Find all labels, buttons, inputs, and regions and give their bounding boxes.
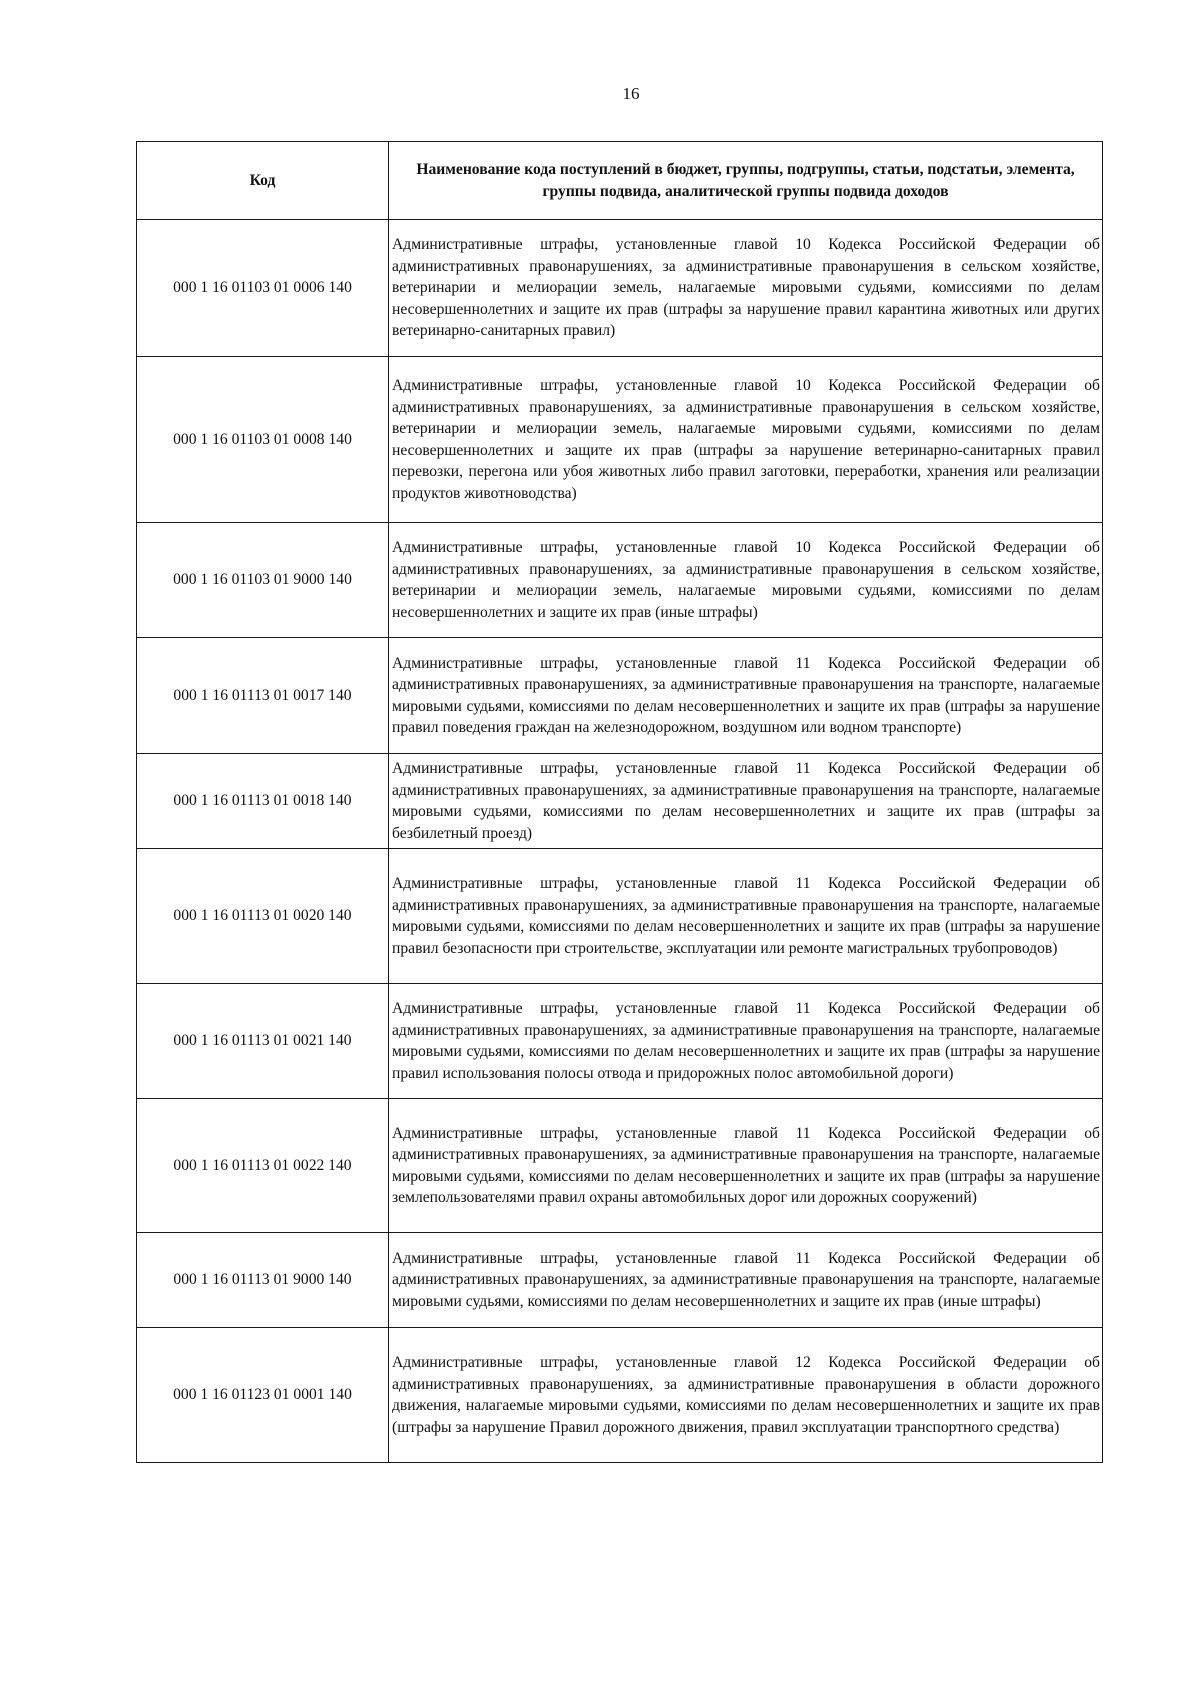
revenue-code: 000 1 16 01113 01 0021 140: [137, 984, 389, 1099]
table-header-row: [137, 142, 1103, 220]
table-row: [137, 754, 1103, 849]
revenue-code: 000 1 16 01103 01 0008 140: [137, 357, 389, 523]
revenue-code: 000 1 16 01113 01 0018 140: [137, 754, 389, 849]
revenue-name: Административные штрафы, установленные главой 11 Кодекса Российской Федерации об административных правонарушениях, за административные правонарушения на транспорте, налагаемые мировыми судьями, комиссиями по делам несовершеннолетних и защите их прав (штрафы за нарушение правил использования полосы отвода и придорожных полос автомобильной дороги): [389, 984, 1103, 1099]
revenue-code: 000 1 16 01113 01 0017 140: [137, 638, 389, 754]
revenue-name: Административные штрафы, установленные главой 11 Кодекса Российской Федерации об административных правонарушениях, за административные правонарушения на транспорте, налагаемые мировыми судьями, комиссиями по делам несовершеннолетних и защите их прав (штрафы за безбилетный проезд): [389, 754, 1103, 849]
revenue-code: 000 1 16 01103 01 9000 140: [137, 523, 389, 638]
table-row: [137, 1328, 1103, 1463]
revenue-name: Административные штрафы, установленные главой 11 Кодекса Российской Федерации об административных правонарушениях, за административные правонарушения на транспорте, налагаемые мировыми судьями, комиссиями по делам несовершеннолетних и защите их прав (штрафы за нарушение правил безопасности при строительстве, эксплуатации или ремонте магистральных трубопроводов): [389, 849, 1103, 984]
revenue-name: Административные штрафы, установленные главой 10 Кодекса Российской Федерации об административных правонарушениях, за административные правонарушения в сельском хозяйстве, ветеринарии и мелиорации земель, налагаемые мировыми судьями, комиссиями по делам несовершеннолетних и защите их прав (иные штрафы): [389, 523, 1103, 638]
table-row: [137, 523, 1103, 638]
table-row: [137, 849, 1103, 984]
revenue-name: Административные штрафы, установленные главой 11 Кодекса Российской Федерации об административных правонарушениях, за административные правонарушения на транспорте, налагаемые мировыми судьями, комиссиями по делам несовершеннолетних и защите их прав (иные штрафы): [389, 1233, 1103, 1328]
revenue-code: 000 1 16 01113 01 9000 140: [137, 1233, 389, 1328]
revenue-code: 000 1 16 01103 01 0006 140: [137, 220, 389, 357]
code-column-header: Код: [137, 142, 389, 220]
revenue-code: 000 1 16 01123 01 0001 140: [137, 1328, 389, 1463]
revenue-name: Административные штрафы, установленные главой 12 Кодекса Российской Федерации об административных правонарушениях, за административные правонарушения в области дорожного движения, налагаемые мировыми судьями, комиссиями по делам несовершеннолетних и защите их прав (штрафы за нарушение Правил дорожного движения, правил эксплуатации транспортного средства): [389, 1328, 1103, 1463]
table-row: [137, 357, 1103, 523]
revenue-name: Административные штрафы, установленные главой 11 Кодекса Российской Федерации об административных правонарушениях, за административные правонарушения на транспорте, налагаемые мировыми судьями, комиссиями по делам несовершеннолетних и защите их прав (штрафы за нарушение землепользователями правил охраны автомобильных дорог или дорожных сооружений): [389, 1099, 1103, 1233]
revenue-code: 000 1 16 01113 01 0022 140: [137, 1099, 389, 1233]
revenue-name: Административные штрафы, установленные главой 10 Кодекса Российской Федерации об административных правонарушениях, за административные правонарушения в сельском хозяйстве, ветеринарии и мелиорации земель, налагаемые мировыми судьями, комиссиями по делам несовершеннолетних и защите их прав (штрафы за нарушение ветеринарно-санитарных правил перевозки, перегона или убоя животных либо правил заготовки, переработки, хранения или реализации продуктов животноводства): [389, 357, 1103, 523]
table-row: [137, 984, 1103, 1099]
table-row: [137, 1099, 1103, 1233]
revenue-name: Административные штрафы, установленные главой 10 Кодекса Российской Федерации об административных правонарушениях, за административные правонарушения в сельском хозяйстве, ветеринарии и мелиорации земель, налагаемые мировыми судьями, комиссиями по делам несовершеннолетних и защите их прав (штрафы за нарушение правил карантина животных или других ветеринарно-санитарных правил): [389, 220, 1103, 357]
table-row: [137, 638, 1103, 754]
revenue-codes-table: [136, 141, 1103, 1463]
revenue-code: 000 1 16 01113 01 0020 140: [137, 849, 389, 984]
table-row: [137, 220, 1103, 357]
revenue-name: Административные штрафы, установленные главой 11 Кодекса Российской Федерации об административных правонарушениях, за административные правонарушения на транспорте, налагаемые мировыми судьями, комиссиями по делам несовершеннолетних и защите их прав (штрафы за нарушение правил поведения граждан на железнодорожном, воздушном или водном транспорте): [389, 638, 1103, 754]
table-row: [137, 1233, 1103, 1328]
name-column-header: Наименование кода поступлений в бюджет, группы, подгруппы, статьи, подстатьи, элемента, группы подвида, аналитической группы подвида доходов: [389, 142, 1103, 220]
page-number: 16: [622, 84, 640, 103]
